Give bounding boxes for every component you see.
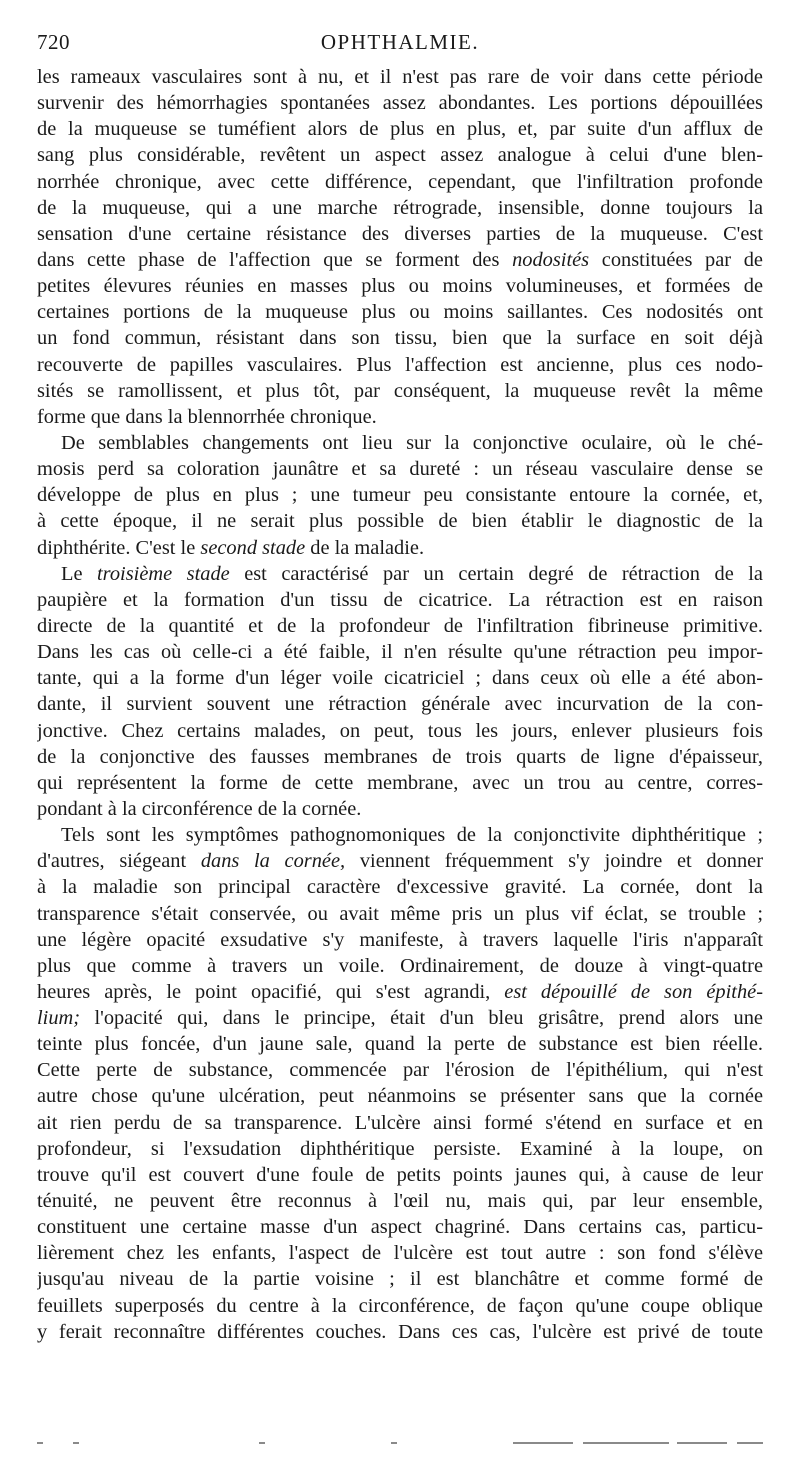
text-line — [37, 1136, 763, 1162]
line-text: jusqu'au niveau de la partie voisine ; il est blanchâtre et comme formé de — [37, 1268, 763, 1291]
italic-text: lium; — [37, 1007, 81, 1030]
text-line — [37, 848, 763, 874]
line-text-continued: constituées par de — [601, 248, 763, 271]
text-line — [37, 325, 763, 351]
line-text: Le — [61, 562, 83, 585]
text-line — [37, 482, 763, 508]
line-text: heures après, le point opacifié, qui s'est agrandi, — [37, 980, 491, 1003]
text-line — [37, 901, 763, 927]
line-text-continued: viennent fréquemment s'y joindre et donner — [359, 850, 763, 873]
text-line — [37, 979, 763, 1005]
text-line — [37, 430, 763, 456]
text-line — [37, 195, 763, 221]
text-line — [37, 116, 763, 142]
line-text: de la muqueuse, qui a une marche rétrograde, insensible, donne toujours la — [37, 196, 763, 219]
text-line — [37, 587, 763, 613]
text-line — [37, 1319, 763, 1345]
line-text: une légère opacité exsudative s'y manifeste, à travers laquelle l'iris n'apparaît — [37, 928, 763, 951]
text-line — [37, 953, 763, 979]
line-text: développe de plus en plus ; une tumeur peu consistante entoure la cornée, et, — [37, 484, 763, 507]
line-text: à la maladie son principal caractère d'excessive gravité. La cornée, dont la — [37, 876, 763, 899]
text-line — [37, 691, 763, 717]
line-text: Dans les cas où celle-ci a été faible, il n'en résulte qu'une rétraction peu impor- — [37, 641, 763, 664]
line-text: feuillets superposés du centre à la circonférence, de façon qu'une coupe oblique — [37, 1294, 763, 1317]
text-line — [37, 1266, 763, 1292]
running-title: OPHTHALMIE. — [320, 30, 480, 54]
text-line — [37, 1057, 763, 1083]
line-text: directe de la quantité et de la profondeur de l'infiltration fibrineuse primitive. — [37, 614, 763, 637]
line-text: tante, qui a la forme d'un léger voile cicatriciel ; dans ceux où elle a été abon- — [37, 667, 763, 690]
text-line — [37, 1005, 763, 1031]
italic-text: troisième stade — [97, 562, 230, 585]
line-text: profondeur, si l'exsudation diphthéritique persiste. Examiné à la loupe, on — [37, 1137, 763, 1160]
line-text: sités se ramollissent, et plus tôt, par conséquent, la muqueuse revêt la même — [37, 379, 763, 402]
line-text: sang plus considérable, revêtent un aspect assez analogue à celui d'une blen- — [37, 144, 763, 167]
italic-text: est dépouillé de son épithé- — [504, 980, 763, 1003]
line-text: forme que dans la blennorrhée chronique. — [37, 405, 377, 428]
line-text: norrhée chronique, avec cette différence, cependant, que l'infiltration profonde — [37, 170, 763, 193]
text-line — [37, 90, 763, 116]
text-line — [37, 273, 763, 299]
text-line — [37, 1110, 763, 1136]
text-line — [37, 639, 763, 665]
text-line — [37, 508, 763, 534]
line-text: teinte plus foncée, d'un jaune sale, quand la perte de substance est bien réelle. — [37, 1033, 763, 1056]
text-line — [37, 221, 763, 247]
text-line — [37, 142, 763, 168]
line-text: plus que comme à travers un voile. Ordinairement, de douze à vingt-quatre — [37, 954, 763, 977]
text-line — [37, 613, 763, 639]
italic-text: dans la cornée, — [200, 850, 346, 873]
italic-text: nodosités — [512, 248, 590, 271]
text-line — [37, 744, 763, 770]
text-line — [37, 456, 763, 482]
text-line — [37, 169, 763, 195]
italic-text: second stade — [200, 536, 306, 559]
line-text: jonctive. Chez certains malades, on peut, tous les jours, enlever plusieurs fois — [37, 719, 763, 742]
text-line — [37, 874, 763, 900]
text-line — [37, 64, 763, 90]
text-line — [37, 1083, 763, 1109]
running-head — [37, 30, 763, 58]
text-line — [37, 1188, 763, 1214]
text-line — [37, 796, 763, 822]
text-line — [37, 561, 763, 587]
footer-printer-marks — [37, 1440, 763, 1448]
line-text: trouve qu'il est couvert d'une foule de petits points jaunes qui, à cause de leur — [37, 1163, 763, 1186]
text-line — [37, 1031, 763, 1057]
line-text: dante, il survient souvent une rétraction générale avec incurvation de la con- — [37, 693, 763, 716]
line-text: de la muqueuse se tuméfient alors de plus en plus, et, par suite d'un afflux de — [37, 118, 763, 141]
line-text-continued: l'opacité qui, dans le principe, était d'un bleu grisâtre, prend alors une — [94, 1007, 763, 1030]
line-text: pondant à la circonférence de la cornée. — [37, 797, 362, 820]
line-text: paupière et la formation d'un tissu de cicatrice. La rétraction est en raison — [37, 588, 763, 611]
line-text: les rameaux vasculaires sont à nu, et il n'est pas rare de voir dans cette période — [37, 66, 763, 88]
text-line — [37, 1293, 763, 1319]
line-text-continued: de la maladie. — [310, 536, 425, 559]
line-text: constituent une certaine masse d'un aspect chagriné. Dans certains cas, particu- — [37, 1216, 763, 1239]
text-line — [37, 1162, 763, 1188]
text-line — [37, 535, 763, 561]
line-text: petites élevures réunies en masses plus ou moins volumineuses, et formées de — [37, 275, 763, 298]
line-text: mosis perd sa coloration jaunâtre et sa dureté : un réseau vasculaire dense se — [37, 458, 763, 481]
line-text: certaines portions de la muqueuse plus ou moins saillantes. Ces nodosités ont — [37, 301, 763, 324]
text-line — [37, 404, 763, 430]
line-text: Cette perte de substance, commencée par l'érosion de l'épithélium, qui n'est — [37, 1059, 763, 1082]
line-text: un fond commun, résistant dans son tissu, bien que la surface en soit déjà — [37, 327, 763, 350]
line-text: ait rien perdu de sa transparence. L'ulcère ainsi formé s'étend en surface et en — [37, 1111, 763, 1134]
body-text — [37, 64, 763, 1345]
text-line — [37, 1240, 763, 1266]
line-text: à cette époque, il ne serait plus possible de bien établir le diagnostic de la — [37, 510, 763, 533]
text-line — [37, 770, 763, 796]
text-line — [37, 822, 763, 848]
text-line — [37, 927, 763, 953]
line-text: Tels sont les symptômes pathognomoniques de la conjonctivite diphthéritique ; — [61, 824, 763, 847]
line-text: De semblables changements ont lieu sur la conjonctive oculaire, où le ché- — [61, 431, 763, 454]
line-text: recouverte de papilles vasculaires. Plus l'affection est ancienne, plus ces nodo- — [37, 353, 763, 376]
line-text: sensation d'une certaine résistance des diverses parties de la muqueuse. C'est — [37, 222, 763, 245]
text-line — [37, 378, 763, 404]
line-text: ténuité, ne peuvent être reconnus à l'œil nu, mais qui, par leur ensemble, — [37, 1190, 763, 1213]
line-text: diphthérite. C'est le — [37, 536, 196, 559]
line-text: de la conjonctive des fausses membranes de trois quarts de ligne d'épaisseur, — [37, 745, 763, 768]
page-number: 720 — [37, 30, 70, 54]
line-text: qui représentent la forme de cette membrane, avec un trou au centre, corres- — [37, 771, 763, 794]
line-text: lièrement chez les enfants, l'aspect de l'ulcère est tout autre : son fond s'élève — [37, 1242, 763, 1265]
line-text: transparence s'était conservée, ou avait même pris un plus vif éclat, se trouble ; — [37, 902, 763, 925]
line-text-continued: est caractérisé par un certain degré de rétraction de la — [244, 562, 763, 585]
line-text: d'autres, siégeant — [37, 850, 187, 873]
line-text: dans cette phase de l'affection que se forment des — [37, 248, 500, 271]
text-line — [37, 247, 763, 273]
text-line — [37, 1214, 763, 1240]
line-text: autre chose qu'une ulcération, peut néanmoins se présenter sans que la cornée — [37, 1085, 763, 1108]
text-line — [37, 352, 763, 378]
line-text: survenir des hémorrhagies spontanées assez abondantes. Les portions dépouillées — [37, 92, 763, 115]
text-line — [37, 718, 763, 744]
line-text: y ferait reconnaître différentes couches. Dans ces cas, l'ulcère est privé de toute — [37, 1320, 763, 1343]
text-line — [37, 299, 763, 325]
text-line — [37, 665, 763, 691]
